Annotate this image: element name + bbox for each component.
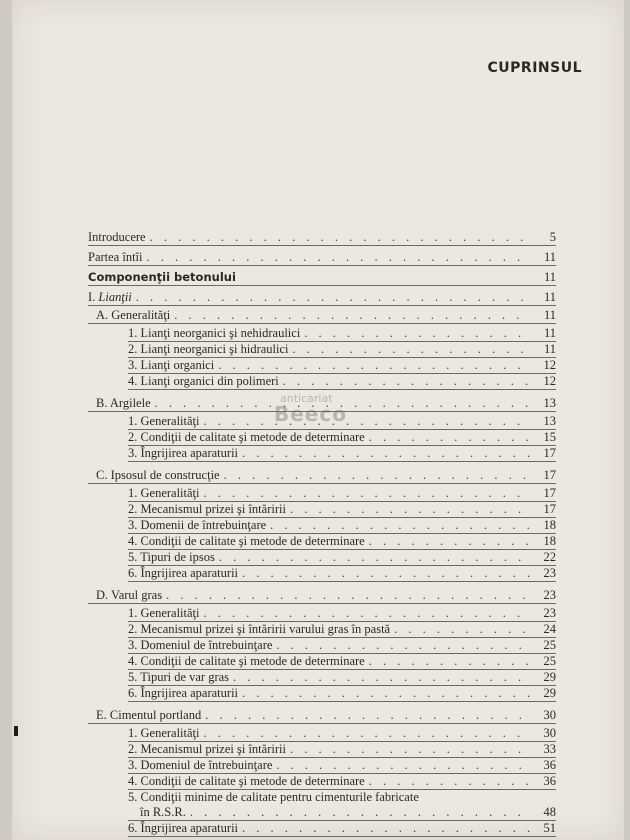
toc-entry: 5. Tipuri de var gras . . . 29	[128, 670, 556, 686]
toc-entry: 6. Îngrijirea aparaturii . . . 29	[128, 686, 556, 702]
toc-entry-label: Partea întîi	[88, 250, 143, 264]
toc-entry: 6. Îngrijirea aparaturii . . . 51	[128, 821, 556, 837]
toc-entry-page: 5	[549, 230, 556, 244]
toc-section-e	[88, 708, 556, 837]
toc-entry: 2. Lianţi neorganici şi hidraulici . . . 11	[128, 342, 556, 358]
toc-entry-page: 11	[543, 270, 556, 284]
toc-entry: 1. Generalităţi . . . 23	[128, 606, 556, 622]
toc-entry: 3. Lianţi organici . . . 12	[128, 358, 556, 374]
watermark-line2: Beeco	[274, 402, 347, 426]
toc-entry: 2. Condiţii de calitate şi metode de determinare . . . 15	[128, 430, 556, 446]
toc-entry: A. Generalităţi . . . 11	[88, 308, 556, 324]
page-edge-mark	[14, 726, 18, 736]
toc-entry: 3. Domeniul de întrebuinţare . . . 25	[128, 638, 556, 654]
toc-section-d	[88, 588, 556, 702]
toc-entry: 3. Domeniul de întrebuinţare . . . 36	[128, 758, 556, 774]
toc-entry-label: Introducere	[88, 230, 146, 244]
toc-entry: 4. Lianţi organici din polimeri . . . 12	[128, 374, 556, 390]
toc-entry-page: 11	[543, 250, 556, 264]
toc-entry: 3. Domenii de întrebuinţare . . . 18	[128, 518, 556, 534]
toc-entry-componentii	[88, 270, 556, 286]
toc-entry: 6. Îngrijirea aparaturii . . . 23	[128, 566, 556, 582]
toc-entry: 3. Îngrijirea aparaturii . . . 17	[128, 446, 556, 462]
toc-entry: 2. Mecanismul prizei şi întăririi . . . 33	[128, 742, 556, 758]
page-heading: CUPRINSUL	[487, 60, 582, 76]
toc-entry: 4. Condiţii de calitate şi metode de determinare . . . 25	[128, 654, 556, 670]
table-of-contents	[88, 230, 556, 837]
toc-section-c	[88, 468, 556, 582]
toc-entry-label: Componenţii betonului	[88, 270, 236, 284]
book-page	[12, 0, 624, 840]
toc-entry: D. Varul gras . . . 23	[88, 588, 556, 604]
toc-entry: E. Cimentul portland . . . 30	[88, 708, 556, 724]
toc-section-a	[88, 308, 556, 390]
toc-entry-page: 11	[543, 290, 556, 304]
toc-entry: B. Argilele . . . 13	[88, 396, 556, 412]
toc-entry: C. Ipsosul de construcţie . . . 17	[88, 468, 556, 484]
toc-entry: 5. Tipuri de ipsos . . . 22	[128, 550, 556, 566]
toc-entry: 1. Generalităţi . . . 13	[128, 414, 556, 430]
toc-section-b	[88, 396, 556, 462]
toc-entry: 2. Mecanismul prizei şi întăririi . . . 17	[128, 502, 556, 518]
watermark-line1: anticariat	[280, 392, 333, 405]
toc-entry-liantii	[88, 290, 556, 306]
toc-entry-continuation: în R.S.R. . . . 48	[128, 805, 556, 821]
toc-entry: 4. Condiţii de calitate şi metode de determinare . . . 18	[128, 534, 556, 550]
toc-entry: 5. Condiţii minime de calitate pentru cimenturile fabricate	[128, 790, 419, 804]
toc-entry: 1. Generalităţi . . . 17	[128, 486, 556, 502]
toc-entry: 1. Generalităţi . . . 30	[128, 726, 556, 742]
toc-entry: 2. Mecanismul prizei şi întăririi varului gras în pastă . . . 24	[128, 622, 556, 638]
toc-entry: 4. Condiţii de calitate şi metode de determinare . . . 36	[128, 774, 556, 790]
toc-entry-label: I. Lianţii	[88, 290, 132, 304]
toc-entry-introducere	[88, 230, 556, 246]
toc-entry-partea-intii	[88, 250, 556, 266]
toc-entry: 1. Lianţi neorganici şi nehidraulici . . . 11	[128, 326, 556, 342]
